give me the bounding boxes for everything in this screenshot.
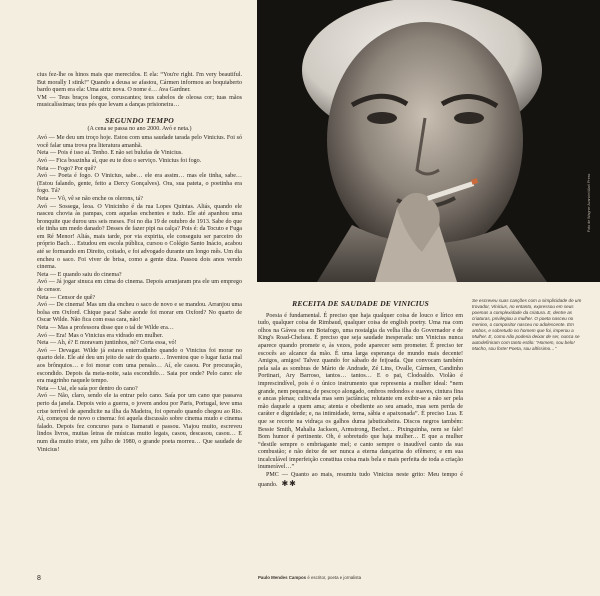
left-text-column bbox=[37, 72, 242, 454]
closing-text: PMC — Quanto ao mais, resumiu tudo Vinicius neste grito: Meu tempo é quando. bbox=[258, 472, 463, 488]
dialogue-line: Avó — Me deu um troço hoje. Estou com uma saudade tarada pelo Vinicius. Foi só você falar uma trova pra literatura amanhã. bbox=[37, 135, 242, 149]
portrait-photo bbox=[257, 0, 600, 282]
page-number: 8 bbox=[37, 575, 41, 582]
dialogue-line: Avó — Sossega, leoa. O Vinicinho é da rua Lopes Quintas. Aliás, quando ele nasceu chovia às pampas, com aquelas enchentes e tudo. Ele até apanhou uma bronquite que durou uns seis meses. Foi no dia 19 de outubro de 1913. Sabe do que ele tinha um medo danado? Desses de fazer pipi na calça? Pois é: da Tocuto e Fuga em Ré Menor! Aliás, mais tarde, por via expirita, ele conseguiu ser parceiro do próprio Bach… Estudou em escola pública, cursou o Colégio Santo Inácio, acabou até se formando em Direito, coitado, e foi advogado durante um longo mês. Um dia encheu o saco. Foi viver de brisa, como a gente diza. Passou dois anos vendo cinema. bbox=[37, 203, 242, 271]
dialogue-line: Avó — Era! Mas o Vinicius era vidrado em mulher. bbox=[37, 332, 163, 339]
dialogue-line: Neta — Ah, é? E moravam juntinhos, né? Corta essa, vó! bbox=[37, 340, 177, 347]
opening-paragraph-2: VM — Teus braços longos, coruscantes; teus cabelos de oleosa cor; tuas mãos musicalíssimas; teus pés que levam a danças prisioneira… bbox=[37, 94, 242, 109]
author-description: é escritor, poeta e jornalista bbox=[307, 575, 362, 580]
dialogue-line: Neta — E quando saiu do cinema? bbox=[37, 271, 122, 278]
photo-credit: Foto de Wagner Avancini/Abril Press bbox=[587, 173, 591, 232]
article-paragraph-closing bbox=[258, 472, 463, 489]
portrait-illustration bbox=[257, 0, 600, 282]
author-note bbox=[258, 575, 578, 580]
dialogue-line: Avó — Já jogar sinuca em cima do cinema. Depois arranjaram pra ele um emprego de censor. bbox=[37, 279, 242, 294]
dialogue-line: Neta — Mas a professora disse que o tal de Wilde era… bbox=[37, 325, 174, 331]
ornament-stars: ✱✱ bbox=[281, 478, 297, 488]
dialogue-line: Avó — Não, claro, sendo ele ia entrar pelo cano. Saía por um cano que passava perto da janela. Depois veio a guerra, o jovem andou por Paris, Portugal, teve uma crise terrível de apendicite na ilha da Madeira, foi operado quando chegou ao Rio. Aí, começou de novo o cinema: foi aquela discussão sobre cinema mudo e cinema falado. Depois fez concurso para o Itamarati e passou. Viajou muito, escreveu lindos livros, muitas letras de músicas muito legais, casou, descasou, casou… E num dia muito triste, em julho de 1980, o grande poeta morreu… Que saudade de Vinicius! bbox=[37, 393, 242, 453]
dialogue-line: Avó — Fica boazinha aí, que eu te dou o serviço. Vinicius foi fogo. bbox=[37, 157, 202, 164]
dialogue-line: Avó — Poeta é fogo. O Vinicius, sabe… ele era assim… mas ele tinha, sabe… (Estou falando, gente, feito a Dercy Gonçalves). Ora, sua pateta, o poetinha era fogo. Tá? bbox=[37, 173, 242, 195]
section-subtitle: (A cena se passa no ano 2000. Avó e neta.) bbox=[87, 125, 192, 132]
dialogue-line: Avó — Devagar. Wilde já estava enterradinho quando o Vinicius foi morar no quarto dele. Ele até deu um jeito de sair do quarto… Inventou que o lugar fazia mal aos brônquios… e foi morar com uma pensão… Aí, ele casou. Por procuração, escondido. Depois da meia-noite, saia escondido… Saia por onde? Pelo cano: ele era magrinho naquele tempo. bbox=[37, 347, 242, 385]
opening-paragraph: cius fez-lhe os hinos mais que merecidos. E ela: “You're right. I'm very beautiful. But morally I stink!” Quando a deusa se afastou, Cármen informou ao boquiaberto bardo quem era ela: Uma atriz nova. O nome é… Ava Gardner. bbox=[37, 72, 242, 94]
dialogue-line: Neta — Censor de quê? bbox=[37, 294, 96, 301]
article-paragraph: Poesia é fundamental. É preciso que haja qualquer coisa de louco e lírico em tudo, qualquer coisa de Rimbaud, qualquer coisa de english poetry. Uma rua com olhos na Gávea ou em Botafogo, uma nostalgia da velha ilha do Governador e de King's Road-Chelsea. É preciso que seja saudade inesperada: um Vinicius nunca aparece quando promete e, às vezes, pode aparecer sem prometer. É preciso ter escocês ao alcance da mão. É uma larga esperança de mundo mais decente! Amigos, amigos! Talvez quando for sábado de feijoada. Que convocam também pela sala as sombras de Mário de Andrade, Zé Lins, Ovalle, Cármen, Candinho Portinari, Ary Barroso, tantos… tantos… E o pai, Clodoaldo. Violão é imprescindível, pois é o único instrumento que representa a mulher ideal: “nem grande, nem pequena; de pescoço alongado, ombros redondos e suaves, cintura fina e ancas plenas; cultivada mas sem jactância; relutante em exibir-se a não ser pela mão daquele a quem ama; atenta e obediente ao seu amado, mas sem perda de caráter e dignidade; e, na intimidade, terna, sábia e apaixonada”. É preciso Lua. E que se recorte na vidraça os galhos duma jabuticabeira. Discos negros também: Bessie Smith, Mahalia Jackson, Armstrong, Bechet… Pixinguinha, nem se fale! Bom humor é pertinente. Oh, é sobretudo que haja mulher… E que a mulher “destile sempre o embriagante mel; e canto sempre o inaudível canto da sua combustão; e não deixe de ser nunca a eterna dançarina do efêmero; e em sua incalculável imperfeição constitua coisa mais bela e mais perfeita de toda a criação inumerável…” bbox=[258, 312, 463, 471]
dialogue-line: Neta — Fogo? Por quê? bbox=[37, 165, 96, 172]
dialogue-line: Neta — Uai, ele saía por dentro do cano? bbox=[37, 385, 138, 392]
author-name: Paulo Mendes Campos bbox=[258, 575, 307, 580]
section-title: SEGUNDO TEMPO bbox=[104, 115, 175, 125]
sidebar-caption: Se escreveu suas canções com a simplicidade de um trovador, Vinicius, no entanto, expressou em seus poemas a complexidade da criatura. E, dentre as criaturas, privilegiou a mulher. O poeta nasceu no menino, o compositor nasceu no adolescente. Em ambos, e sobretudo no homem que foi, imperou a Mulher. E, como não poderia deixar de ser, nunca se autodefiniram com tanto estilo: “Homem, sou belo! Macho, sou forte! Poeta, sou altíssimo…” bbox=[472, 298, 582, 351]
middle-text-column bbox=[258, 300, 463, 489]
dialogue-line: Neta — Pois é isso aí. Tenho. E não sei bulufas de Vinicius. bbox=[37, 150, 183, 157]
dialogue-line: Avó — De cinema! Mas um dia encheu o saco de novo e se mandou. Arranjou uma bolsa em Oxford. Chique paca! Sabe aonde foi morar em Oxford? No quarto de Oscar Wilde. Não fica com essa cara, não! bbox=[37, 302, 242, 324]
dialogue-line: Neta — Vô, vê se não enche os olerons, tá? bbox=[37, 195, 143, 202]
article-title: RECEITA DE SAUDADE DE VINICIUS bbox=[292, 299, 429, 308]
